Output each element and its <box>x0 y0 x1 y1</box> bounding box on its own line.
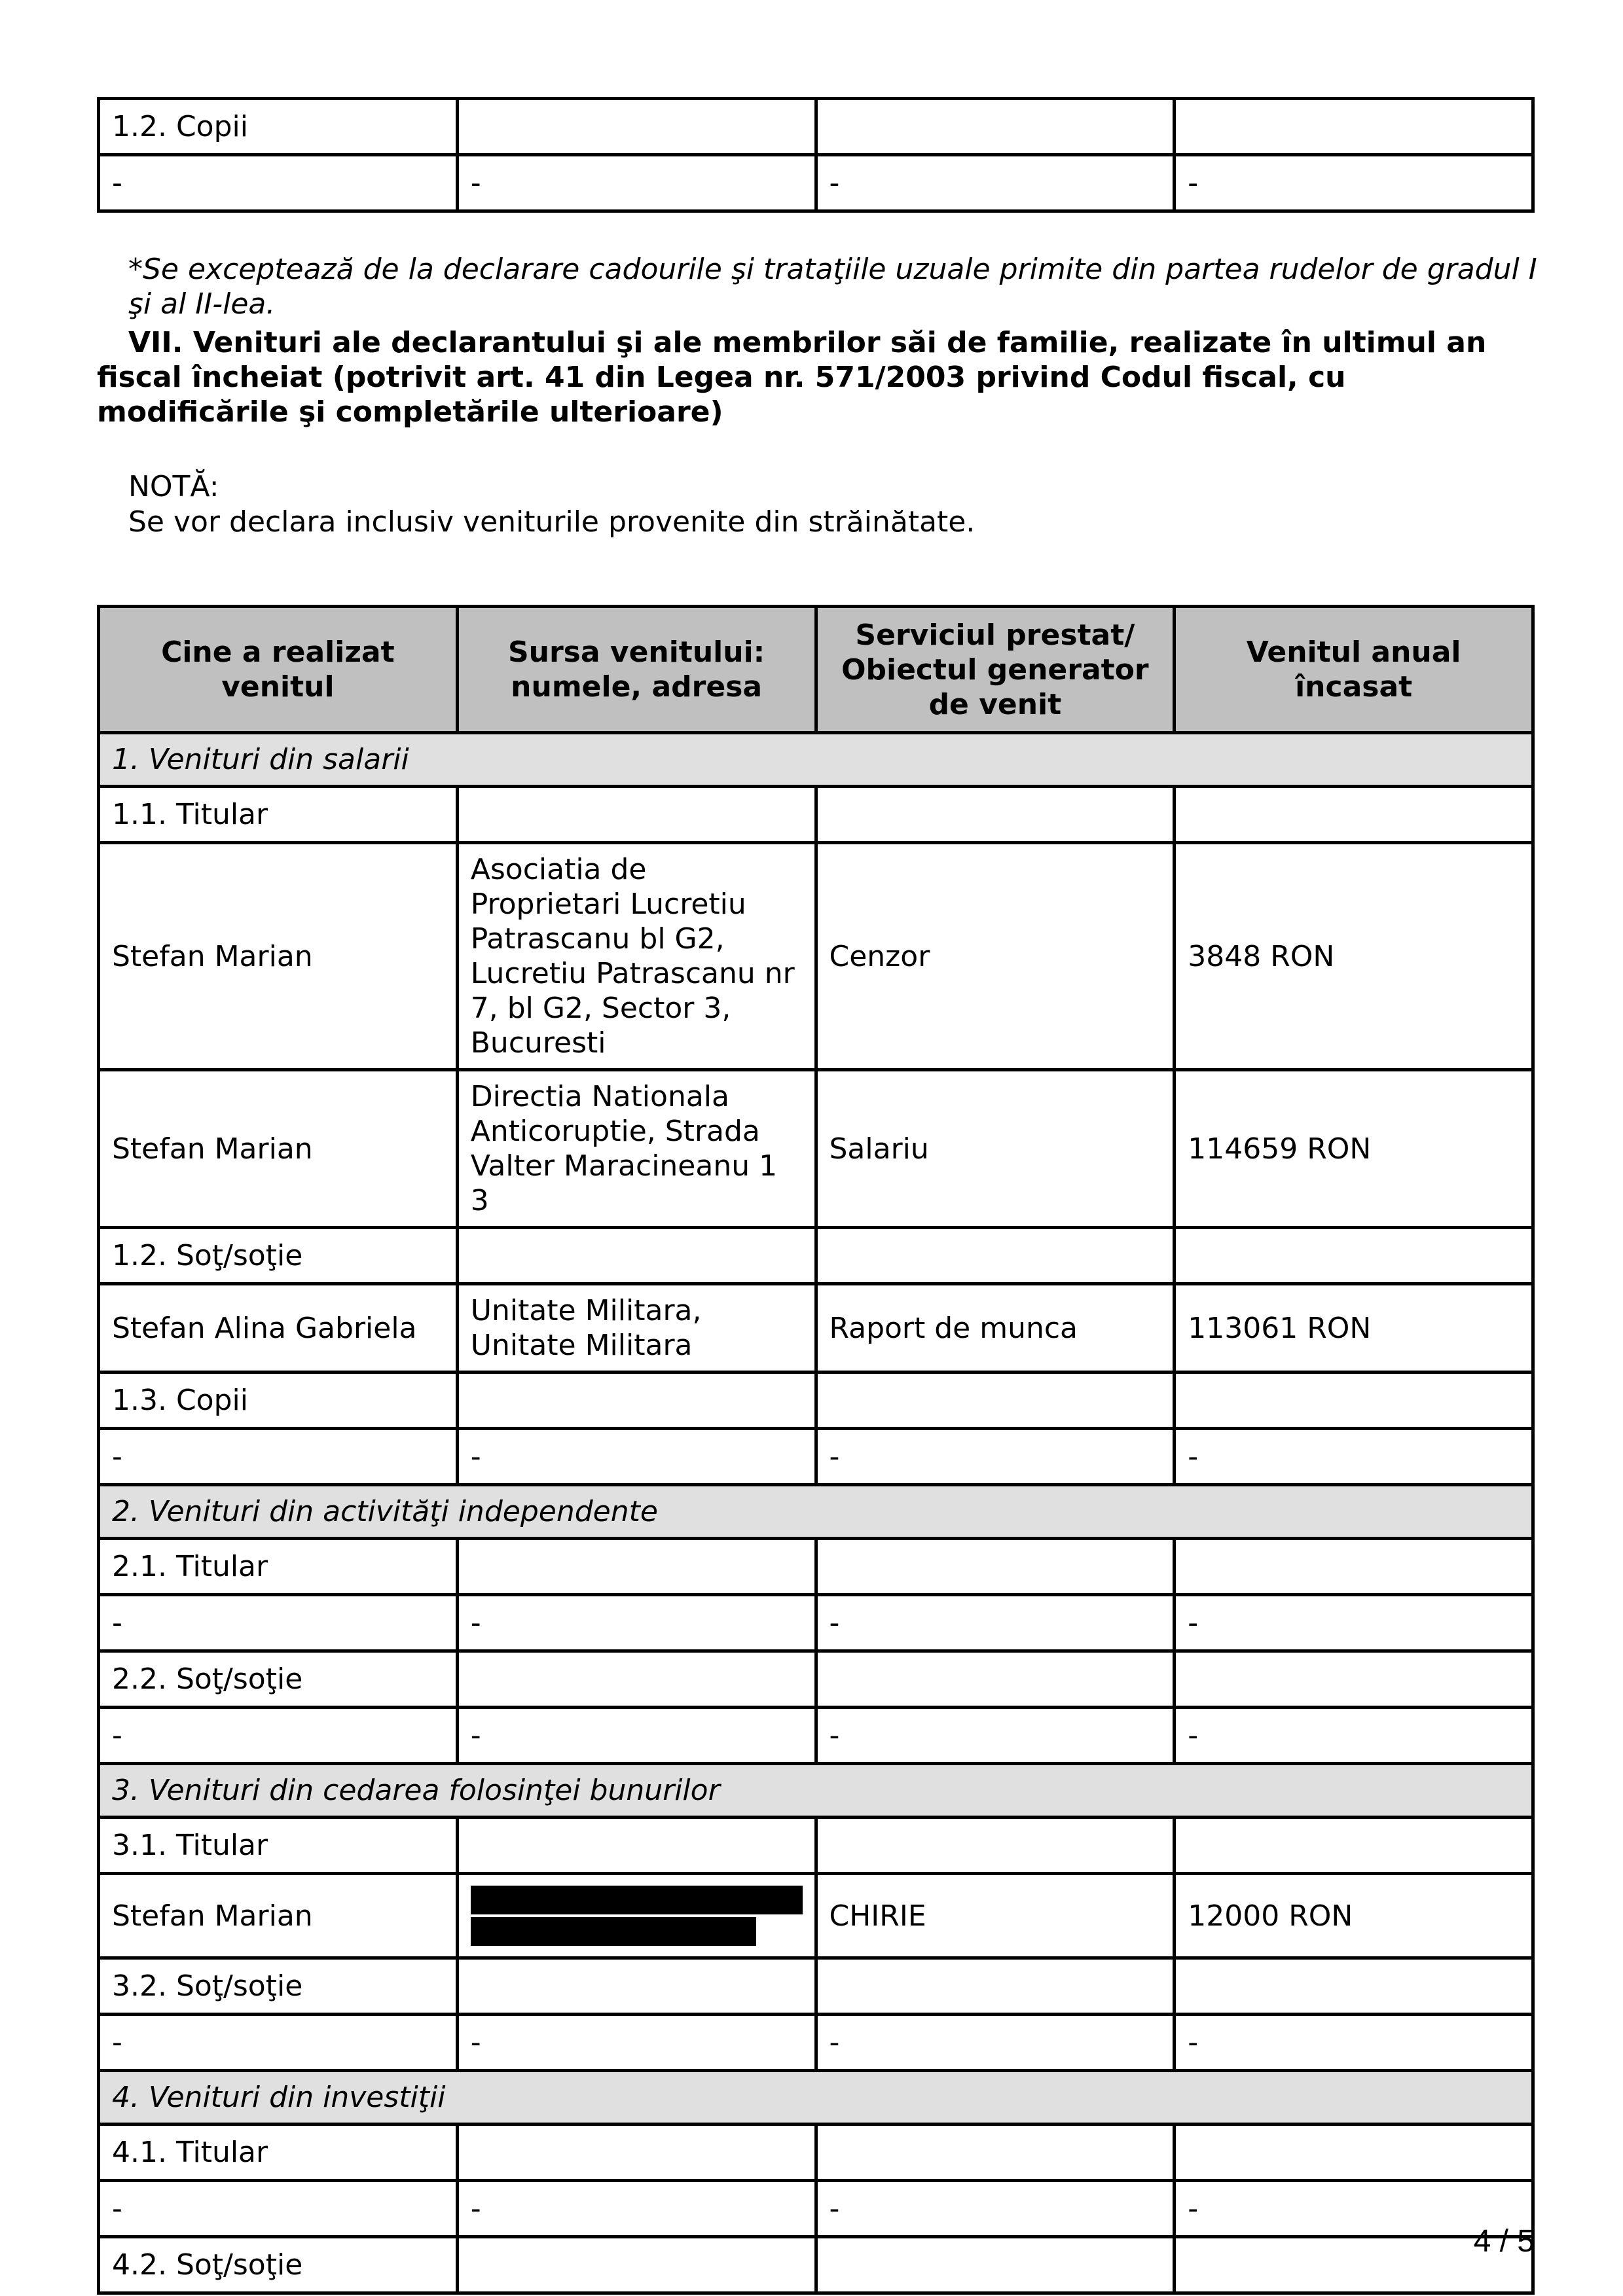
table-cell: - <box>816 2181 1175 2237</box>
nota-text: Se vor declara inclusiv veniturile provenite din străinătate. <box>128 505 976 539</box>
table-cell: Stefan Marian <box>99 1070 458 1228</box>
table-cell <box>457 1818 816 1874</box>
table-cell: - <box>457 155 816 211</box>
table-cell <box>816 1818 1175 1874</box>
table-row <box>99 1070 1533 1228</box>
table-row <box>99 1228 1533 1284</box>
table-cell: - <box>816 1429 1175 1485</box>
table-cell <box>1175 1651 1533 1708</box>
table-cell: - <box>457 1429 816 1485</box>
table-row <box>99 843 1533 1070</box>
table-row <box>99 99 1533 155</box>
table-row <box>99 1284 1533 1372</box>
header-source: Sursa venitului: numele, adresa <box>457 607 816 733</box>
table-cell: - <box>1175 1708 1533 1764</box>
table-cell: 3.2. Soţ/soţie <box>99 1958 458 2015</box>
table-cell <box>816 1958 1175 2015</box>
table-cell <box>816 2125 1175 2181</box>
nota-label: NOTĂ: <box>128 470 219 503</box>
table-cell: - <box>1175 1595 1533 1651</box>
table-cell <box>457 1539 816 1595</box>
table-cell: 1.2. Copii <box>99 99 458 155</box>
table-row <box>99 1372 1533 1429</box>
section-row <box>99 733 1533 787</box>
table-cell <box>1175 1539 1533 1595</box>
page-number: 4 / 5 <box>1473 2224 1535 2259</box>
table-cell: 3.1. Titular <box>99 1818 458 1874</box>
table-cell <box>457 99 816 155</box>
table-cell: 1.1. Titular <box>99 787 458 843</box>
redaction-bar <box>471 1917 756 1946</box>
redacted-cell <box>457 1874 816 1958</box>
section-label: 2. Venituri din activităţi independente <box>99 1485 1533 1539</box>
table-cell <box>816 787 1175 843</box>
table-cell: Asociatia de Proprietari Lucretiu Patrascanu bl G2, Lucretiu Patrascanu nr 7, bl G2, Sector 3, Bucuresti <box>457 843 816 1070</box>
section-heading: VII. Venituri ale declarantului şi ale membrilor săi de familie, realizate în ultimul an fiscal încheiat (potrivit art. 41 din Legea nr. 571/2003 privind Codul fiscal, cu modificările şi completările ulterioare) <box>97 326 1487 429</box>
table-cell: 4.2. Soţ/soţie <box>99 2237 458 2293</box>
table-cell: - <box>99 2015 458 2071</box>
table-cell: Salariu <box>816 1070 1175 1228</box>
top-table <box>97 97 1535 213</box>
table-cell: - <box>99 1595 458 1651</box>
table-cell: Stefan Marian <box>99 843 458 1070</box>
table-row <box>99 1874 1533 1958</box>
table-cell: - <box>1175 155 1533 211</box>
table-cell <box>457 787 816 843</box>
table-cell: - <box>457 1708 816 1764</box>
section-row <box>99 2071 1533 2125</box>
table-row <box>99 2181 1533 2237</box>
table-cell <box>816 1228 1175 1284</box>
table-cell: - <box>816 155 1175 211</box>
section-row <box>99 1485 1533 1539</box>
table-row <box>99 1539 1533 1595</box>
section-label: 4. Venituri din investiţii <box>99 2071 1533 2125</box>
table-cell <box>816 1539 1175 1595</box>
table-cell: Raport de munca <box>816 1284 1175 1372</box>
redaction-bar <box>471 1886 803 1914</box>
table-cell: - <box>99 1708 458 1764</box>
table-cell: - <box>816 2015 1175 2071</box>
table-cell: 4.1. Titular <box>99 2125 458 2181</box>
table-row <box>99 1958 1533 2015</box>
header-service: Serviciul prestat/ Obiectul generator de venit <box>816 607 1175 733</box>
table-cell: 2.1. Titular <box>99 1539 458 1595</box>
table-cell <box>1175 2125 1533 2181</box>
table-cell <box>1175 1958 1533 2015</box>
table-row <box>99 2015 1533 2071</box>
top-table-body <box>99 99 1533 211</box>
table-cell <box>1175 99 1533 155</box>
table-cell <box>816 99 1175 155</box>
table-cell: - <box>457 2015 816 2071</box>
table-row <box>99 155 1533 211</box>
section-label: 1. Venituri din salarii <box>99 733 1533 787</box>
table-cell <box>457 2237 816 2293</box>
table-cell <box>1175 1818 1533 1874</box>
table-row <box>99 2237 1533 2293</box>
table-cell: Directia Nationala Anticoruptie, Strada Valter Maracineanu 1 3 <box>457 1070 816 1228</box>
table-cell: 3848 RON <box>1175 843 1533 1070</box>
table-cell <box>457 1958 816 2015</box>
section-row <box>99 1764 1533 1818</box>
table-cell <box>816 1651 1175 1708</box>
table-row <box>99 787 1533 843</box>
table-cell: 1.3. Copii <box>99 1372 458 1429</box>
table-cell <box>816 2237 1175 2293</box>
table-cell: Stefan Alina Gabriela <box>99 1284 458 1372</box>
table-cell <box>816 1372 1175 1429</box>
table-cell: - <box>816 1708 1175 1764</box>
table-cell: 1.2. Soţ/soţie <box>99 1228 458 1284</box>
header-who: Cine a realizat venitul <box>99 607 458 733</box>
table-cell: Stefan Marian <box>99 1874 458 1958</box>
table-row <box>99 1651 1533 1708</box>
table-row <box>99 1429 1533 1485</box>
income-table <box>97 605 1535 2295</box>
table-cell <box>1175 1372 1533 1429</box>
table-cell: Cenzor <box>816 843 1175 1070</box>
section-label: 3. Venituri din cedarea folosinţei bunurilor <box>99 1764 1533 1818</box>
income-table-header-row <box>99 607 1533 733</box>
table-cell: CHIRIE <box>816 1874 1175 1958</box>
table-row <box>99 2125 1533 2181</box>
table-cell: - <box>99 1429 458 1485</box>
table-cell <box>1175 1228 1533 1284</box>
table-cell: 114659 RON <box>1175 1070 1533 1228</box>
table-cell <box>457 1372 816 1429</box>
table-cell: - <box>457 1595 816 1651</box>
income-table-body <box>99 733 1533 2293</box>
table-cell <box>457 1228 816 1284</box>
table-cell <box>1175 787 1533 843</box>
table-cell <box>457 1651 816 1708</box>
table-cell: 113061 RON <box>1175 1284 1533 1372</box>
table-cell: 2.2. Soţ/soţie <box>99 1651 458 1708</box>
table-cell: - <box>1175 2015 1533 2071</box>
table-cell: - <box>99 2181 458 2237</box>
table-cell: - <box>1175 1429 1533 1485</box>
table-cell <box>457 2125 816 2181</box>
table-cell: - <box>457 2181 816 2237</box>
table-cell: 12000 RON <box>1175 1874 1533 1958</box>
table-cell: - <box>1175 2181 1533 2237</box>
table-row <box>99 1708 1533 1764</box>
table-row <box>99 1595 1533 1651</box>
footnote: *Se exceptează de la declarare cadourile şi trataţiile uzuale primite din partea rudelor de gradul I şi al II-lea. <box>128 253 1537 321</box>
table-row <box>99 1818 1533 1874</box>
table-cell: - <box>816 1595 1175 1651</box>
header-annual-income: Venitul anual încasat <box>1175 607 1533 733</box>
table-cell: Unitate Militara, Unitate Militara <box>457 1284 816 1372</box>
table-cell: - <box>99 155 458 211</box>
